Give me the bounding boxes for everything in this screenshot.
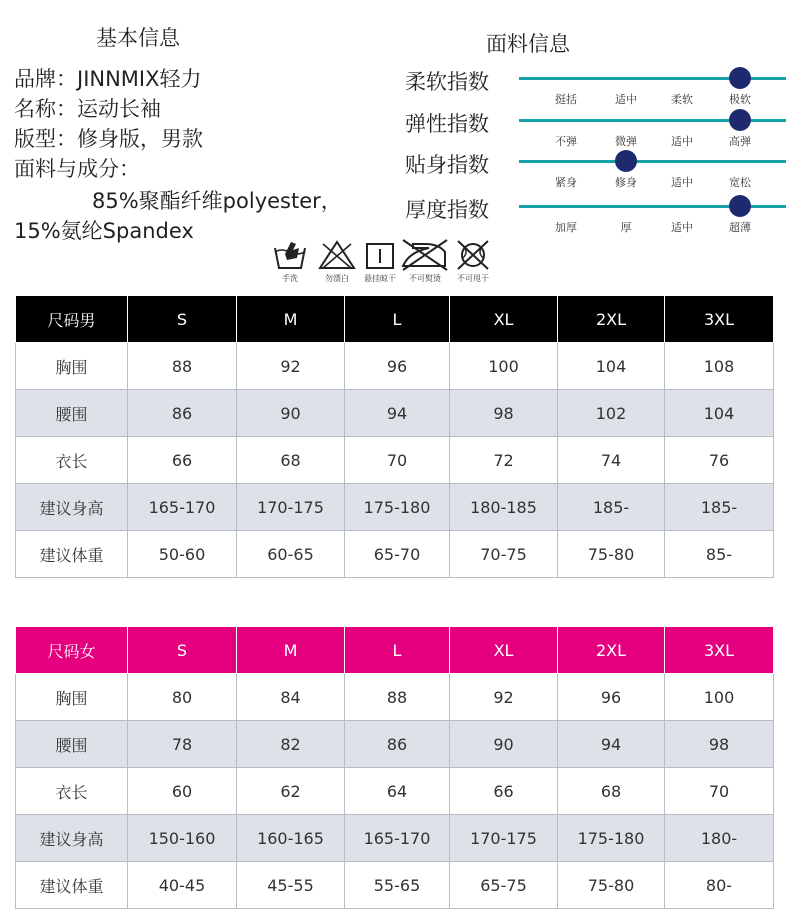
composition-polyester: 85%聚酯纤维polyester， [92,189,342,213]
table-cell: 165-170 [345,815,450,862]
size-header-cell: 2XL [558,627,665,674]
table-cell: 100 [450,343,558,390]
table-cell: 88 [345,674,450,721]
fabric-index-label: 贴身指数 [405,153,489,177]
table-cell: 185- [665,484,774,531]
table-cell: 86 [345,721,450,768]
fabric-index-tick-label: 适中 [671,221,693,234]
table-cell: 80 [128,674,237,721]
fabric-index-tick-label: 挺括 [555,93,577,106]
table-cell: 94 [558,721,665,768]
measurement-label: 胸围 [16,674,128,721]
table-cell: 88 [128,343,237,390]
table-row [16,437,774,484]
size-header-label: 尺码男 [16,296,128,343]
fabric-index-tick-label: 宽松 [729,176,751,189]
size-header-cell: S [128,296,237,343]
size-header-cell: 3XL [665,296,774,343]
table-cell: 160-165 [237,815,345,862]
table-cell: 65-70 [345,531,450,578]
size-header-cell: 2XL [558,296,665,343]
size-header-cell: XL [450,627,558,674]
table-row [16,862,774,909]
fabric-index-marker [729,109,751,131]
measurement-label: 衣长 [16,768,128,815]
table-cell: 102 [558,390,665,437]
fabric-index-scale-line [519,160,786,163]
table-row [16,484,774,531]
table-cell: 75-80 [558,862,665,909]
table-cell: 104 [665,390,774,437]
table-cell: 94 [345,390,450,437]
fabric-index-tick-label: 极软 [729,93,751,106]
table-cell: 98 [665,721,774,768]
table-cell: 84 [237,674,345,721]
size-header-cell: 3XL [665,627,774,674]
table-cell: 90 [237,390,345,437]
table-cell: 98 [450,390,558,437]
fabric-index-label: 弹性指数 [405,112,489,136]
hang-dry-icon [365,238,395,276]
table-cell: 82 [237,721,345,768]
table-cell: 50-60 [128,531,237,578]
table-cell: 60 [128,768,237,815]
table-cell: 64 [345,768,450,815]
fabric-index-label: 柔软指数 [405,70,489,94]
measurement-label: 建议身高 [16,815,128,862]
fabric-index-tick-label: 厚 [620,221,632,234]
table-cell: 92 [237,343,345,390]
care-symbols [273,238,503,284]
table-cell: 74 [558,437,665,484]
size-header-cell: M [237,296,345,343]
fabric-index-tick-label: 加厚 [555,221,577,234]
table-cell: 96 [558,674,665,721]
table-cell: 165-170 [128,484,237,531]
table-cell: 85- [665,531,774,578]
measurement-label: 建议体重 [16,531,128,578]
fabric-info-title: 面料信息 [486,32,570,56]
fabric-index-marker [615,150,637,172]
size-header-cell: M [237,627,345,674]
basic-info-title: 基本信息 [96,26,180,50]
table-row [16,815,774,862]
table-header-row [16,296,774,343]
fabric-index-tick-label: 适中 [671,135,693,148]
measurement-label: 衣长 [16,437,128,484]
table-cell: 180-185 [450,484,558,531]
table-cell: 80- [665,862,774,909]
table-cell: 68 [558,768,665,815]
measurement-label: 胸围 [16,343,128,390]
table-cell: 170-175 [450,815,558,862]
table-row [16,674,774,721]
size-header-label: 尺码女 [16,627,128,674]
table-cell: 86 [128,390,237,437]
table-cell: 150-160 [128,815,237,862]
table-cell: 96 [345,343,450,390]
fabric-index-tick-label: 柔软 [671,93,693,106]
table-cell: 55-65 [345,862,450,909]
table-cell: 170-175 [237,484,345,531]
table-cell: 60-65 [237,531,345,578]
care-label-hand-wash: 手洗 [282,274,298,283]
table-cell: 70-75 [450,531,558,578]
fit-line: 版型：修身版，男款 [14,127,203,151]
table-cell: 76 [665,437,774,484]
care-label-no-tumble-dry: 不可甩干 [457,274,489,283]
fabric-index-tick-label: 适中 [671,176,693,189]
fabric-index-tick-label: 修身 [615,176,637,189]
measurement-label: 腰围 [16,390,128,437]
size-header-cell: L [345,296,450,343]
size-header-cell: L [345,627,450,674]
fabric-index-tick-label: 微弹 [615,135,637,148]
fabric-index-tick-label: 高弹 [729,135,751,148]
fabric-index-label: 厚度指数 [405,198,489,222]
table-cell: 175-180 [558,815,665,862]
women-size-table [15,626,774,909]
care-label-no-bleach: 勿漂白 [325,274,349,283]
fabric-index-tick-label: 不弹 [555,135,577,148]
table-cell: 66 [450,768,558,815]
fabric-index-marker [729,195,751,217]
measurement-label: 建议体重 [16,862,128,909]
table-cell: 62 [237,768,345,815]
fabric-index-tick-label: 紧身 [555,176,577,189]
table-cell: 108 [665,343,774,390]
care-label-hang-dry: 悬挂晾干 [364,274,396,283]
table-cell: 65-75 [450,862,558,909]
fabric-index-tick-label: 超薄 [729,221,751,234]
table-cell: 45-55 [237,862,345,909]
measurement-label: 腰围 [16,721,128,768]
table-cell: 90 [450,721,558,768]
brand-line: 品牌：JINNMIX轻力 [14,67,202,91]
table-cell: 185- [558,484,665,531]
table-row [16,721,774,768]
name-line: 名称：运动长袖 [14,97,161,121]
table-cell: 66 [128,437,237,484]
fabric-index-marker [729,67,751,89]
table-cell: 75-80 [558,531,665,578]
size-header-cell: XL [450,296,558,343]
table-cell: 100 [665,674,774,721]
measurement-label: 建议身高 [16,484,128,531]
table-cell: 68 [237,437,345,484]
table-cell: 70 [345,437,450,484]
table-cell: 180- [665,815,774,862]
care-label-no-iron: 不可熨烫 [409,274,441,283]
no-bleach-icon [317,238,357,276]
size-header-cell: S [128,627,237,674]
fabric-composition-label: 面料与成分： [14,157,140,181]
table-cell: 92 [450,674,558,721]
table-cell: 70 [665,768,774,815]
table-row [16,768,774,815]
table-header-row [16,627,774,674]
table-cell: 40-45 [128,862,237,909]
hand-wash-icon [273,238,307,276]
table-cell: 104 [558,343,665,390]
table-cell: 175-180 [345,484,450,531]
table-row [16,343,774,390]
no-iron-icon [399,238,449,276]
table-row [16,390,774,437]
composition-spandex: 15%氨纶Spandex [14,219,194,243]
table-row [16,531,774,578]
men-size-table [15,295,774,578]
no-tumble-dry-icon [455,238,491,276]
table-cell: 78 [128,721,237,768]
table-cell: 72 [450,437,558,484]
fabric-index-tick-label: 适中 [615,93,637,106]
